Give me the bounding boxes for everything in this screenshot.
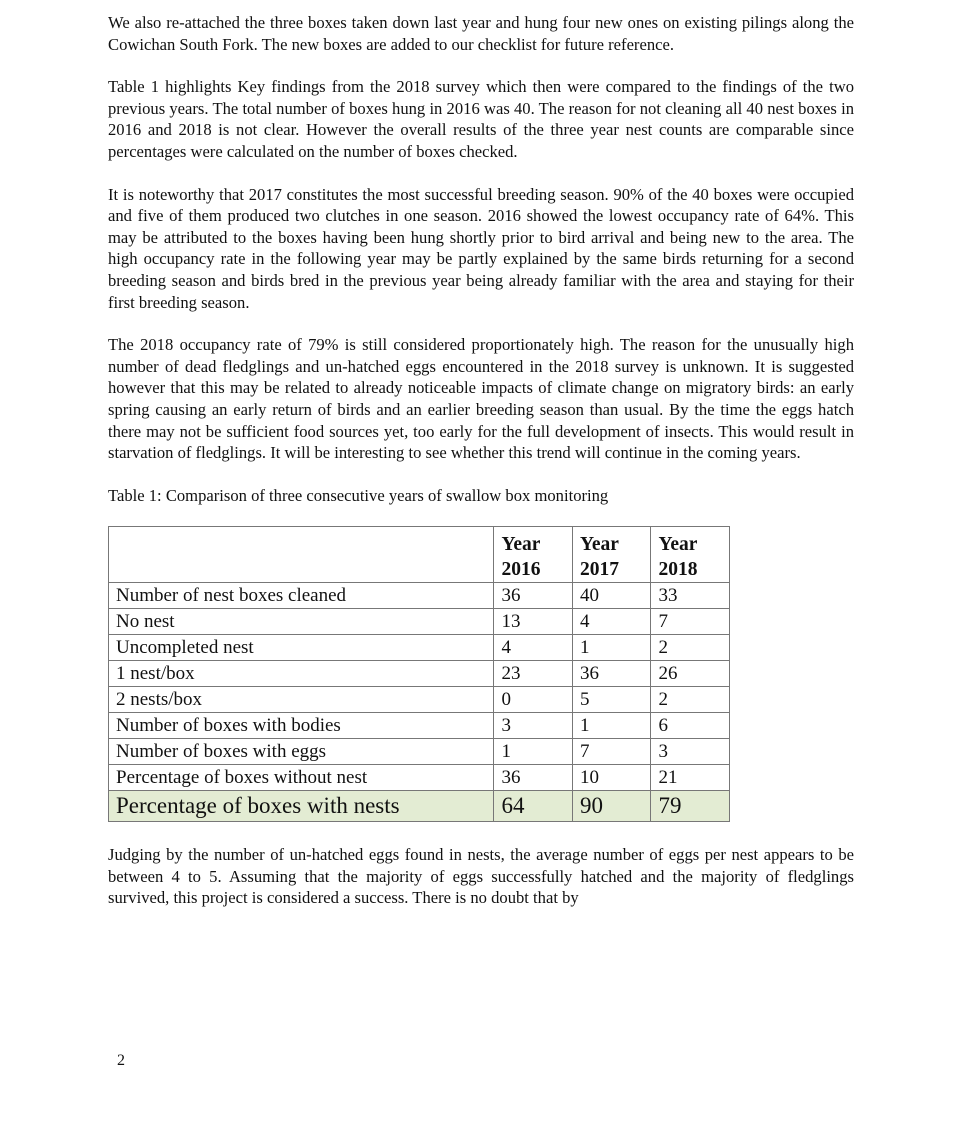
row-value: 21 <box>651 765 730 791</box>
row-label: 2 nests/box <box>109 687 494 713</box>
row-value: 7 <box>651 609 730 635</box>
row-label: 1 nest/box <box>109 661 494 687</box>
row-value: 1 <box>572 635 651 661</box>
row-label: No nest <box>109 609 494 635</box>
row-value: 23 <box>494 661 573 687</box>
table-row <box>109 609 730 635</box>
paragraph: Table 1 highlights Key findings from the 2018 survey which then were compared to the findings of the two previous years. The total number of boxes hung in 2016 was 40. The reason for not cleaning all 40 nest boxes in 2016 and 2018 is not clear. However the overall results of the three year nest counts are comparable since percentages were calculated on the number of boxes checked. <box>108 77 854 161</box>
row-value: 64 <box>494 791 573 822</box>
row-value: 1 <box>572 713 651 739</box>
row-label: Number of boxes with bodies <box>109 713 494 739</box>
table-row <box>109 687 730 713</box>
table-row <box>109 713 730 739</box>
row-value: 90 <box>572 791 651 822</box>
header-2018: Year 2018 <box>651 527 730 583</box>
row-value: 7 <box>572 739 651 765</box>
row-value: 5 <box>572 687 651 713</box>
row-value: 13 <box>494 609 573 635</box>
paragraph: Judging by the number of un-hatched eggs found in nests, the average number of eggs per nest appears to be between 4 to 5. Assuming that the majority of eggs successfully hatched and the majority of fledglings survived, this project is considered a success. There is no doubt that by <box>108 845 854 908</box>
row-value: 33 <box>651 583 730 609</box>
row-value: 36 <box>494 765 573 791</box>
row-value: 26 <box>651 661 730 687</box>
row-value: 2 <box>651 635 730 661</box>
header-2017: Year 2017 <box>572 527 651 583</box>
table-row <box>109 739 730 765</box>
paragraph: We also re-attached the three boxes taken down last year and hung four new ones on existing pilings along the Cowichan South Fork. The new boxes are added to our checklist for future reference. <box>108 13 854 54</box>
row-value: 79 <box>651 791 730 822</box>
row-value: 36 <box>572 661 651 687</box>
row-value: 3 <box>651 739 730 765</box>
row-value: 4 <box>494 635 573 661</box>
page-number: 2 <box>117 1052 125 1069</box>
row-value: 0 <box>494 687 573 713</box>
table-row <box>109 661 730 687</box>
row-value: 40 <box>572 583 651 609</box>
paragraph: The 2018 occupancy rate of 79% is still considered proportionately high. The reason for the unusually high number of dead fledglings and un-hatched eggs encountered in the 2018 survey is unknown. It is suggested however that this may be related to already noticeable impacts of climate change on migratory birds: an early spring causing an early return of birds and an earlier breeding season than usual. By the time the eggs hatch there may not be sufficient food sources yet, too early for the full development of insects. This would result in starvation of fledglings. It will be interesting to see whether this trend will continue in the coming years. <box>108 335 854 463</box>
table-row <box>109 765 730 791</box>
row-value: 10 <box>572 765 651 791</box>
table-header-row <box>109 527 730 583</box>
row-value: 1 <box>494 739 573 765</box>
table-row <box>109 635 730 661</box>
table-row <box>109 791 730 822</box>
row-value: 6 <box>651 713 730 739</box>
table-row <box>109 583 730 609</box>
table-caption: Table 1: Comparison of three consecutive years of swallow box monitoring <box>108 485 609 505</box>
row-label: Uncompleted nest <box>109 635 494 661</box>
row-value: 4 <box>572 609 651 635</box>
row-value: 36 <box>494 583 573 609</box>
header-2016: Year 2016 <box>494 527 573 583</box>
document-page <box>108 12 854 930</box>
row-label: Percentage of boxes without nest <box>109 765 494 791</box>
row-value: 3 <box>494 713 573 739</box>
row-label: Number of boxes with eggs <box>109 739 494 765</box>
comparison-table <box>108 526 730 822</box>
header-empty-cell <box>109 527 494 583</box>
paragraph: It is noteworthy that 2017 constitutes the most successful breeding season. 90% of the 40 boxes were occupied and five of them produced two clutches in one season. 2016 showed the lowest occupancy rate of 64%. This may be attributed to the boxes having been hung shortly prior to bird arrival and being new to the area. The high occupancy rate in the following year may be partly explained by the same birds returning for a second breeding season and birds bred in the previous year being already familiar with the area and staying for their first breeding season. <box>108 184 854 312</box>
row-value: 2 <box>651 687 730 713</box>
row-label: Percentage of boxes with nests <box>109 791 494 822</box>
row-label: Number of nest boxes cleaned <box>109 583 494 609</box>
